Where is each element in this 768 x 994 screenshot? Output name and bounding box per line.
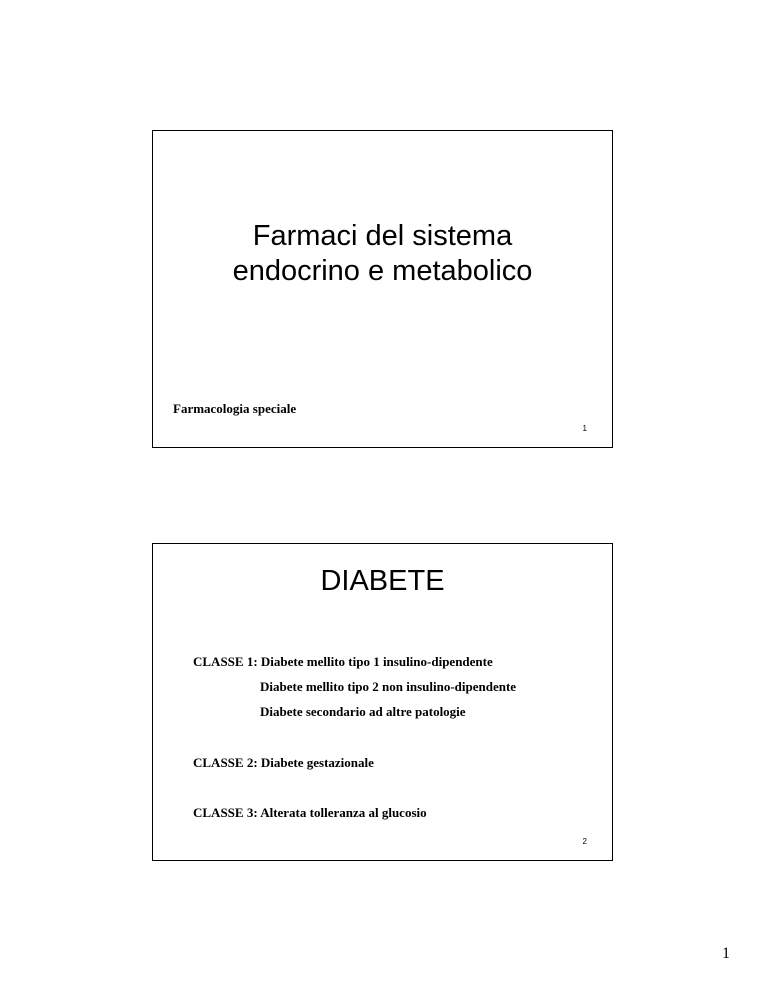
slide-1	[152, 130, 613, 448]
slide-1-subtitle: Farmacologia speciale	[173, 401, 297, 416]
class-3-line: CLASSE 3: Alterata tolleranza al glucosio	[193, 805, 427, 820]
slide-2-number: 2	[582, 837, 587, 846]
class-2-line: CLASSE 2: Diabete gestazionale	[193, 755, 374, 770]
slide-1-title-line-2: endocrino e metabolico	[232, 255, 533, 287]
class-1-secondary-line: Diabete secondario ad altre patologie	[260, 704, 466, 719]
page-number: 1	[722, 945, 730, 962]
class-1-type-2-line: Diabete mellito tipo 2 non insulino-dipendente	[260, 679, 517, 694]
slide-1-title-line-1: Farmaci del sistema	[252, 220, 513, 252]
slide-1-number: 1	[582, 424, 587, 433]
slide-1-title	[153, 219, 612, 289]
slide-2-title: DIABETE	[320, 565, 445, 597]
class-1-line: CLASSE 1: Diabete mellito tipo 1 insulino-dipendente	[193, 654, 493, 669]
slide-2	[152, 543, 613, 861]
